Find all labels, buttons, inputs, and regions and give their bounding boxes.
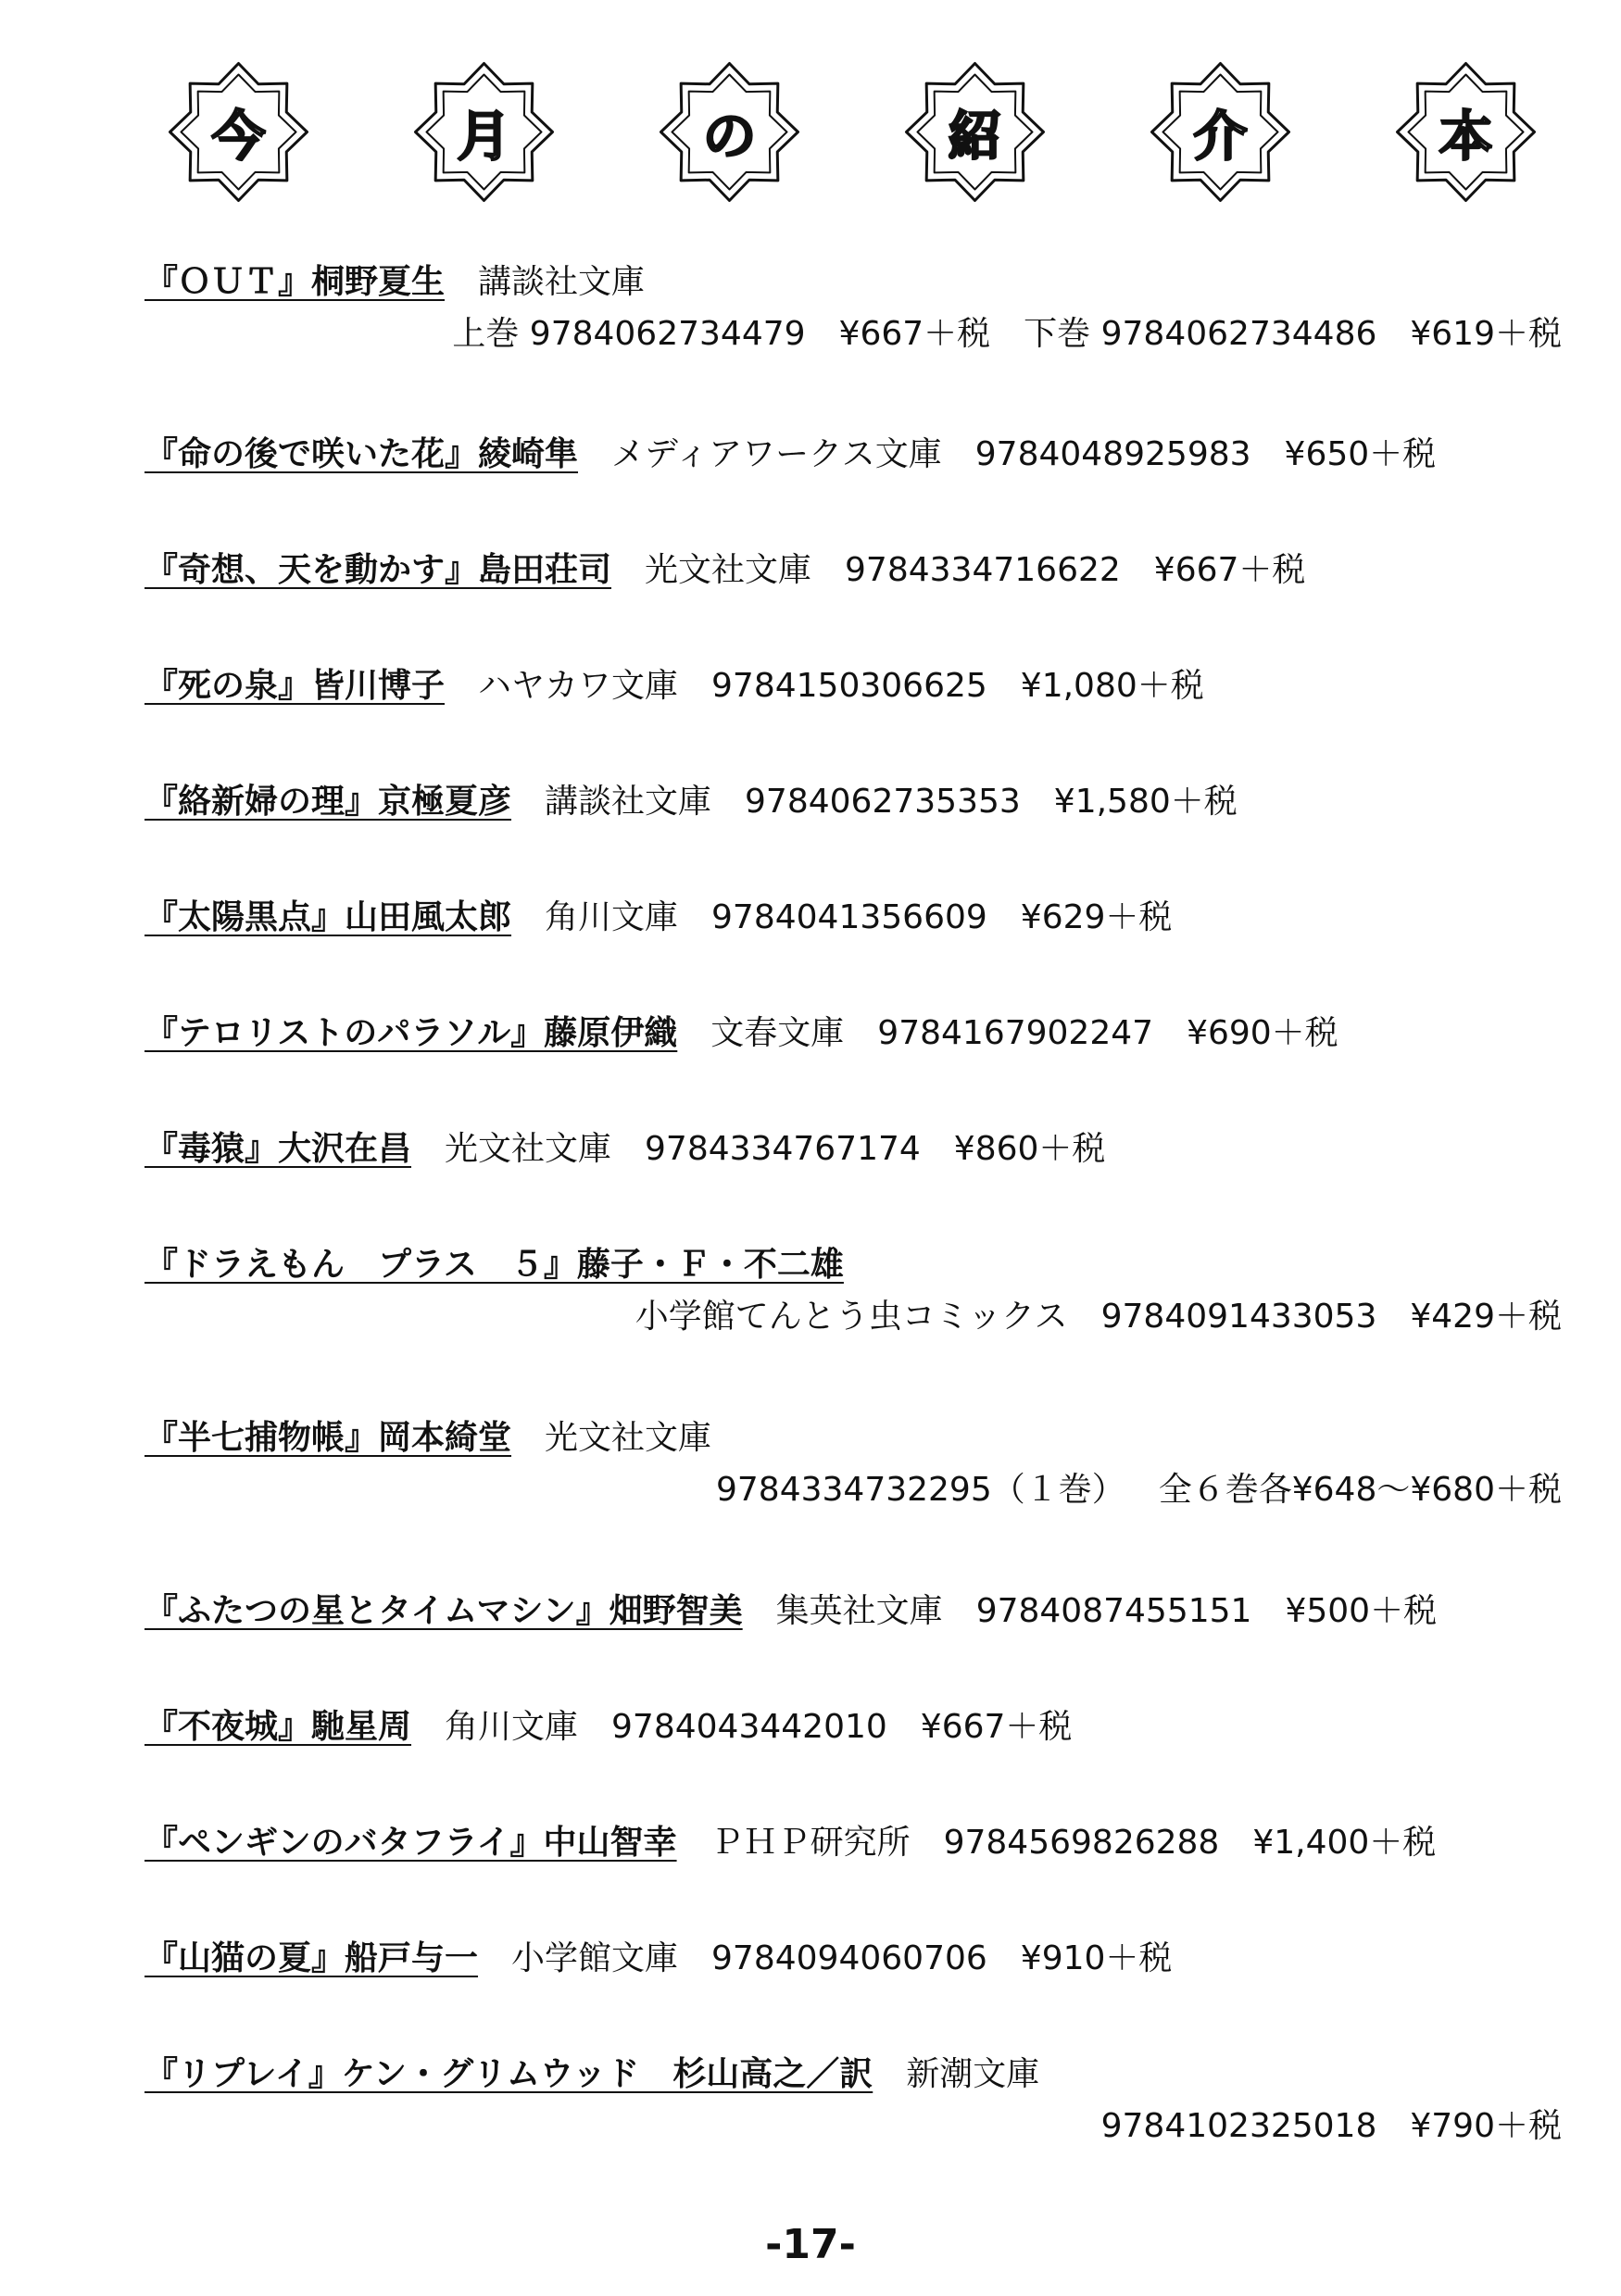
book-title: 『奇想、天を動かす』島田荘司 [145, 551, 612, 589]
book-entry [141, 1822, 1562, 1864]
book-price: 全６巻各¥648～¥680＋税 [1158, 1471, 1562, 1509]
book-isbn: 9784091433053 [1100, 1298, 1377, 1336]
book-title: 『ＯＵＴ』桐野夏生 [145, 263, 446, 301]
book-entry [141, 1012, 1562, 1055]
book-isbn: 下巻 9784062734486 [1024, 315, 1377, 353]
header-char: の [702, 105, 757, 168]
book-price: ¥1,080＋税 [1020, 667, 1204, 705]
book-publisher: 光文社文庫 [445, 1130, 612, 1168]
header-badge [1149, 60, 1292, 204]
book-isbn: 9784041356609 [711, 898, 987, 936]
book-isbn: 9784334767174 [645, 1130, 921, 1168]
book-title: 『死の泉』皆川博子 [145, 667, 446, 705]
book-publisher: メディアワークス文庫 [611, 435, 942, 473]
book-price: ¥667＋税 [1153, 551, 1306, 589]
book-publisher: 小学館てんとう虫コミックス [635, 1298, 1068, 1336]
book-isbn: 9784167902247 [877, 1014, 1154, 1052]
book-entry [141, 549, 1562, 592]
header-badge [412, 60, 556, 204]
header-badge [903, 60, 1047, 204]
book-price: ¥629＋税 [1020, 898, 1173, 936]
book-isbn: 9784094060706 [711, 1939, 987, 1977]
book-title: 『ドラえもん プラス ５』藤子・Ｆ・不二雄 [145, 1246, 844, 1284]
header-badge [658, 60, 801, 204]
book-publisher: ハヤカワ文庫 [478, 667, 679, 705]
book-isbn: 9784087455151 [975, 1592, 1252, 1630]
book-publisher: 集英社文庫 [775, 1592, 943, 1630]
book-price: ¥667＋税 [838, 315, 991, 353]
book-entry [141, 781, 1562, 823]
header-char: 本 [1439, 105, 1493, 168]
book-title: 『命の後で咲いた花』綾崎隼 [145, 435, 579, 473]
book-isbn: 9784048925983 [974, 435, 1251, 473]
book-title: 『太陽黒点』山田風太郎 [145, 898, 512, 936]
book-entry [141, 1706, 1562, 1749]
book-title: 『リプレイ』ケン・グリムウッド 杉山高之／訳 [145, 2055, 873, 2093]
book-price: ¥910＋税 [1020, 1939, 1173, 1977]
book-title: 『ペンギンのバタフライ』中山智幸 [145, 1824, 677, 1862]
book-isbn: 9784102325018 [1100, 2107, 1377, 2145]
book-title: 『半七捕物帳』岡本綺堂 [145, 1419, 512, 1457]
book-price: ¥790＋税 [1410, 2107, 1562, 2145]
book-isbn: 9784062735353 [745, 783, 1021, 821]
book-entry [141, 897, 1562, 939]
book-publisher: 光文社文庫 [545, 1419, 712, 1457]
book-title: 『絡新婦の理』京極夏彦 [145, 783, 512, 821]
book-entry [141, 1938, 1562, 1980]
book-isbn: 9784043442010 [611, 1708, 887, 1746]
book-entry [141, 433, 1562, 476]
book-entry [141, 261, 1562, 356]
header-badge [167, 60, 310, 204]
book-entry [141, 1417, 1562, 1512]
header-char: 介 [1193, 105, 1248, 168]
book-title: 『毒猿』大沢在昌 [145, 1130, 412, 1168]
book-isbn: 9784569826288 [943, 1824, 1220, 1862]
book-isbn: 9784334732295（１巻） [715, 1471, 1125, 1509]
book-price: ¥860＋税 [953, 1130, 1106, 1168]
book-price: ¥667＋税 [920, 1708, 1073, 1746]
book-price: ¥500＋税 [1285, 1592, 1438, 1630]
book-entry [141, 1244, 1562, 1338]
header-badge [1394, 60, 1538, 204]
header-char: 今 [211, 105, 266, 168]
book-publisher: 小学館文庫 [511, 1939, 679, 1977]
book-title: 『ふたつの星とタイムマシン』畑野智美 [145, 1592, 743, 1630]
book-title: 『テロリストのパラソル』藤原伊織 [145, 1014, 678, 1052]
book-price: ¥429＋税 [1410, 1298, 1562, 1336]
book-publisher: 文春文庫 [710, 1014, 845, 1052]
book-publisher: 光文社文庫 [645, 551, 812, 589]
book-publisher: 新潮文庫 [906, 2055, 1040, 2093]
book-isbn: 9784334716622 [845, 551, 1121, 589]
book-title: 『山猫の夏』船戸与一 [145, 1939, 479, 1977]
book-price: ¥1,400＋税 [1252, 1824, 1437, 1862]
book-publisher: 講談社文庫 [545, 783, 712, 821]
book-price: ¥650＋税 [1284, 435, 1437, 473]
book-publisher: 講談社文庫 [478, 263, 646, 301]
book-price: ¥619＋税 [1410, 315, 1562, 353]
book-publisher: 角川文庫 [445, 1708, 579, 1746]
book-price: ¥1,580＋税 [1053, 783, 1238, 821]
book-isbn: 9784150306625 [711, 667, 987, 705]
page-number: -17- [765, 2221, 856, 2268]
header-char: 紹 [948, 105, 1002, 168]
page-header [167, 57, 1538, 206]
book-entry [141, 1128, 1562, 1171]
book-entry [141, 2053, 1562, 2148]
book-title: 『不夜城』馳星周 [145, 1708, 412, 1746]
book-price: ¥690＋税 [1187, 1014, 1338, 1052]
book-publisher: 角川文庫 [545, 898, 679, 936]
book-isbn: 上巻 9784062734479 [452, 315, 806, 353]
book-entry [141, 1590, 1562, 1633]
header-char: 月 [457, 105, 511, 168]
book-publisher: ＰＨＰ研究所 [710, 1824, 911, 1862]
book-entry [141, 665, 1562, 708]
